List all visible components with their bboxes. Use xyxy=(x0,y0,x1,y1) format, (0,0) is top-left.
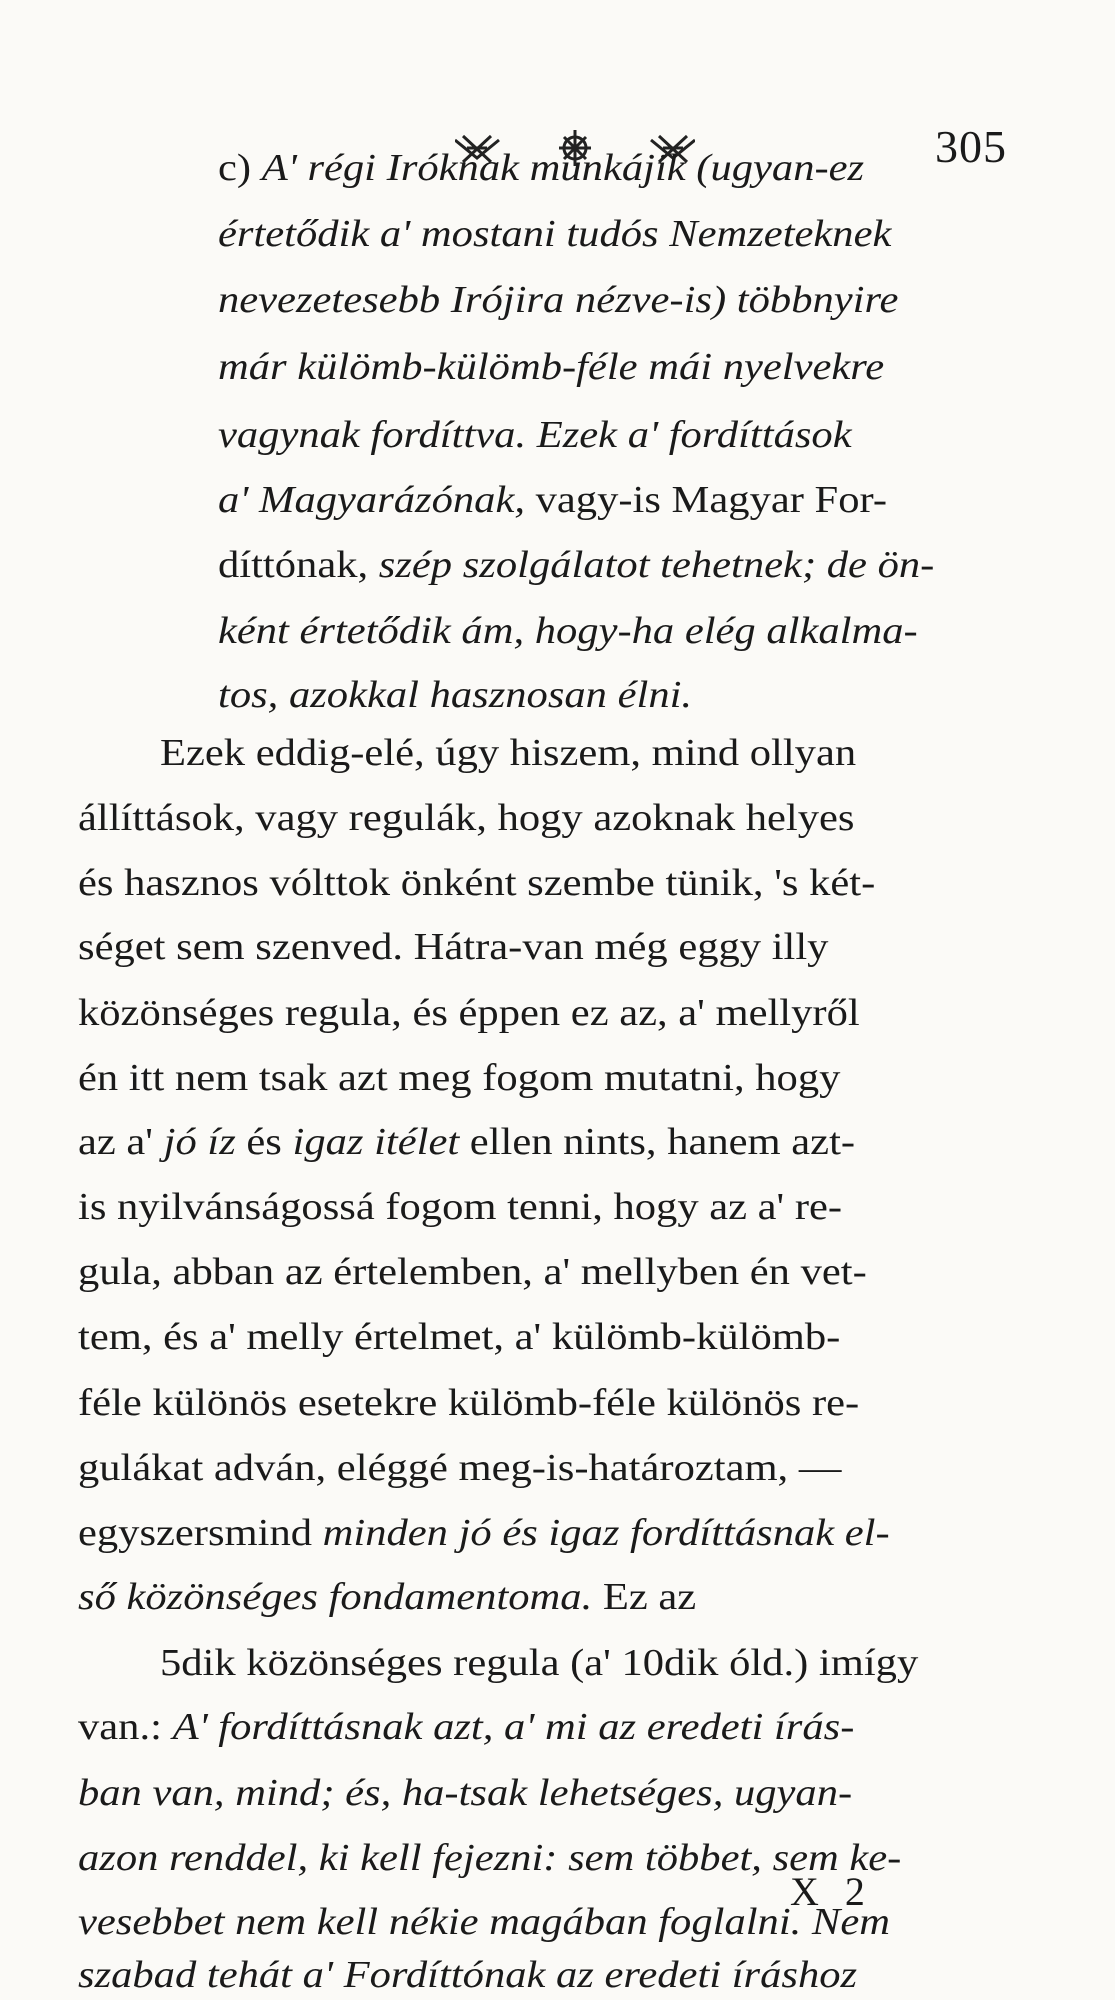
text-segment: gula, abban az értelemben, a' mellyben én vet- xyxy=(78,1251,867,1293)
text-segment: az a' xyxy=(78,1121,164,1163)
text-line xyxy=(78,1384,859,1422)
text-segment: közönséges regula, és éppen ez az, a' mellyről xyxy=(78,992,860,1034)
text-segment: azon renddel, ki kell fejezni: sem többet, sem ke- xyxy=(78,1837,902,1879)
text-segment: séget sem szenved. Hátra-van még eggy illy xyxy=(78,926,829,968)
text-line xyxy=(78,864,875,902)
text-line xyxy=(160,1644,918,1682)
text-line xyxy=(78,1774,852,1812)
text-line xyxy=(78,1188,842,1226)
text-line xyxy=(78,1059,840,1097)
text-segment: és hasznos vólttok önként szembe tünik, 's két- xyxy=(78,862,876,904)
text-segment: ellen nints, hanem azt- xyxy=(459,1121,856,1163)
text-line xyxy=(218,481,887,519)
text-segment: ként értetődik ám, hogy-ha elég alkalma- xyxy=(218,610,918,652)
text-line xyxy=(78,1956,857,1994)
text-line xyxy=(78,928,828,966)
text-line xyxy=(218,149,864,187)
text-line xyxy=(218,416,852,454)
text-segment: állíttások, vagy regulák, hogy azoknak helyes xyxy=(78,797,855,839)
text-segment: ső közönséges fondamentoma. xyxy=(78,1576,593,1618)
text-line xyxy=(78,1708,854,1746)
text-segment: értetődik a' mostani tudós Nemzeteknek xyxy=(218,213,892,255)
text-line xyxy=(78,994,860,1032)
text-line xyxy=(78,1514,890,1552)
text-segment: a' Magyarázónak, xyxy=(218,479,536,521)
text-segment: vagy-is Magyar For- xyxy=(535,479,888,521)
text-segment: 5dik közönséges regula (a' 10dik óld.) imígy xyxy=(160,1642,919,1684)
text-line xyxy=(218,215,891,253)
text-segment: tem, és a' melly értelmet, a' külömb-külömb- xyxy=(78,1316,841,1358)
signature-mark: X 2 xyxy=(790,1869,873,1914)
text-segment: vagynak fordíttva. Ezek a' fordíttások xyxy=(218,414,852,456)
text-line xyxy=(78,1318,840,1356)
page-number: 305 xyxy=(935,121,1007,172)
text-segment: és xyxy=(235,1121,293,1163)
text-segment: igaz itélet xyxy=(292,1121,460,1163)
text-segment: nevezetesebb Irójira nézve-is) többnyire xyxy=(218,279,899,321)
text-segment: egyszersmind xyxy=(78,1512,323,1554)
text-segment: Ez az xyxy=(592,1576,697,1618)
text-segment: díttónak, xyxy=(218,544,379,586)
text-segment: már külömb-külömb-féle mái nyelvekre xyxy=(218,346,885,388)
text-segment: szép szolgálatot tehetnek; de ön- xyxy=(378,544,935,586)
text-segment: ban van, mind; és, ha-tsak lehetséges, ugyan- xyxy=(78,1772,853,1814)
text-line xyxy=(218,612,918,650)
text-segment: is nyilvánságossá fogom tenni, hogy az a' re- xyxy=(78,1186,843,1228)
text-line xyxy=(78,1839,901,1877)
text-segment: féle különös esetekre külömb-féle különös re- xyxy=(78,1382,860,1424)
text-segment: tos, azokkal hasznosan élni. xyxy=(218,674,693,716)
text-segment: A' fordíttásnak azt, a' mi az eredeti írás- xyxy=(172,1706,855,1748)
text-segment: jó íz xyxy=(163,1121,236,1163)
text-segment: Ezek eddig-elé, úgy hiszem, mind ollyan xyxy=(160,732,857,774)
text-line xyxy=(78,1449,841,1487)
text-segment: A' régi Iróknak munkájik (ugyan-ez xyxy=(261,147,865,189)
text-segment: gulákat adván, eléggé meg-is-határoztam, — xyxy=(78,1447,842,1489)
text-segment: c) xyxy=(218,147,262,189)
text-line xyxy=(160,734,856,772)
text-segment: van.: xyxy=(78,1706,173,1748)
text-line xyxy=(78,799,854,837)
text-line xyxy=(78,1578,696,1616)
text-line xyxy=(218,281,898,319)
text-line xyxy=(218,546,934,584)
text-segment: én itt nem tsak azt meg fogom mutatni, hogy xyxy=(78,1057,841,1099)
text-line xyxy=(218,348,884,386)
text-line xyxy=(78,1903,890,1941)
text-line xyxy=(78,1123,855,1161)
text-segment: vesebbet nem kell nékie magában foglalni. Nem xyxy=(78,1901,890,1943)
text-line xyxy=(78,1253,867,1291)
text-segment: minden jó és igaz fordíttásnak el- xyxy=(322,1512,890,1554)
text-segment: szabad tehát a' Fordíttónak az eredeti íráshoz xyxy=(78,1954,858,1996)
text-line xyxy=(218,676,692,714)
